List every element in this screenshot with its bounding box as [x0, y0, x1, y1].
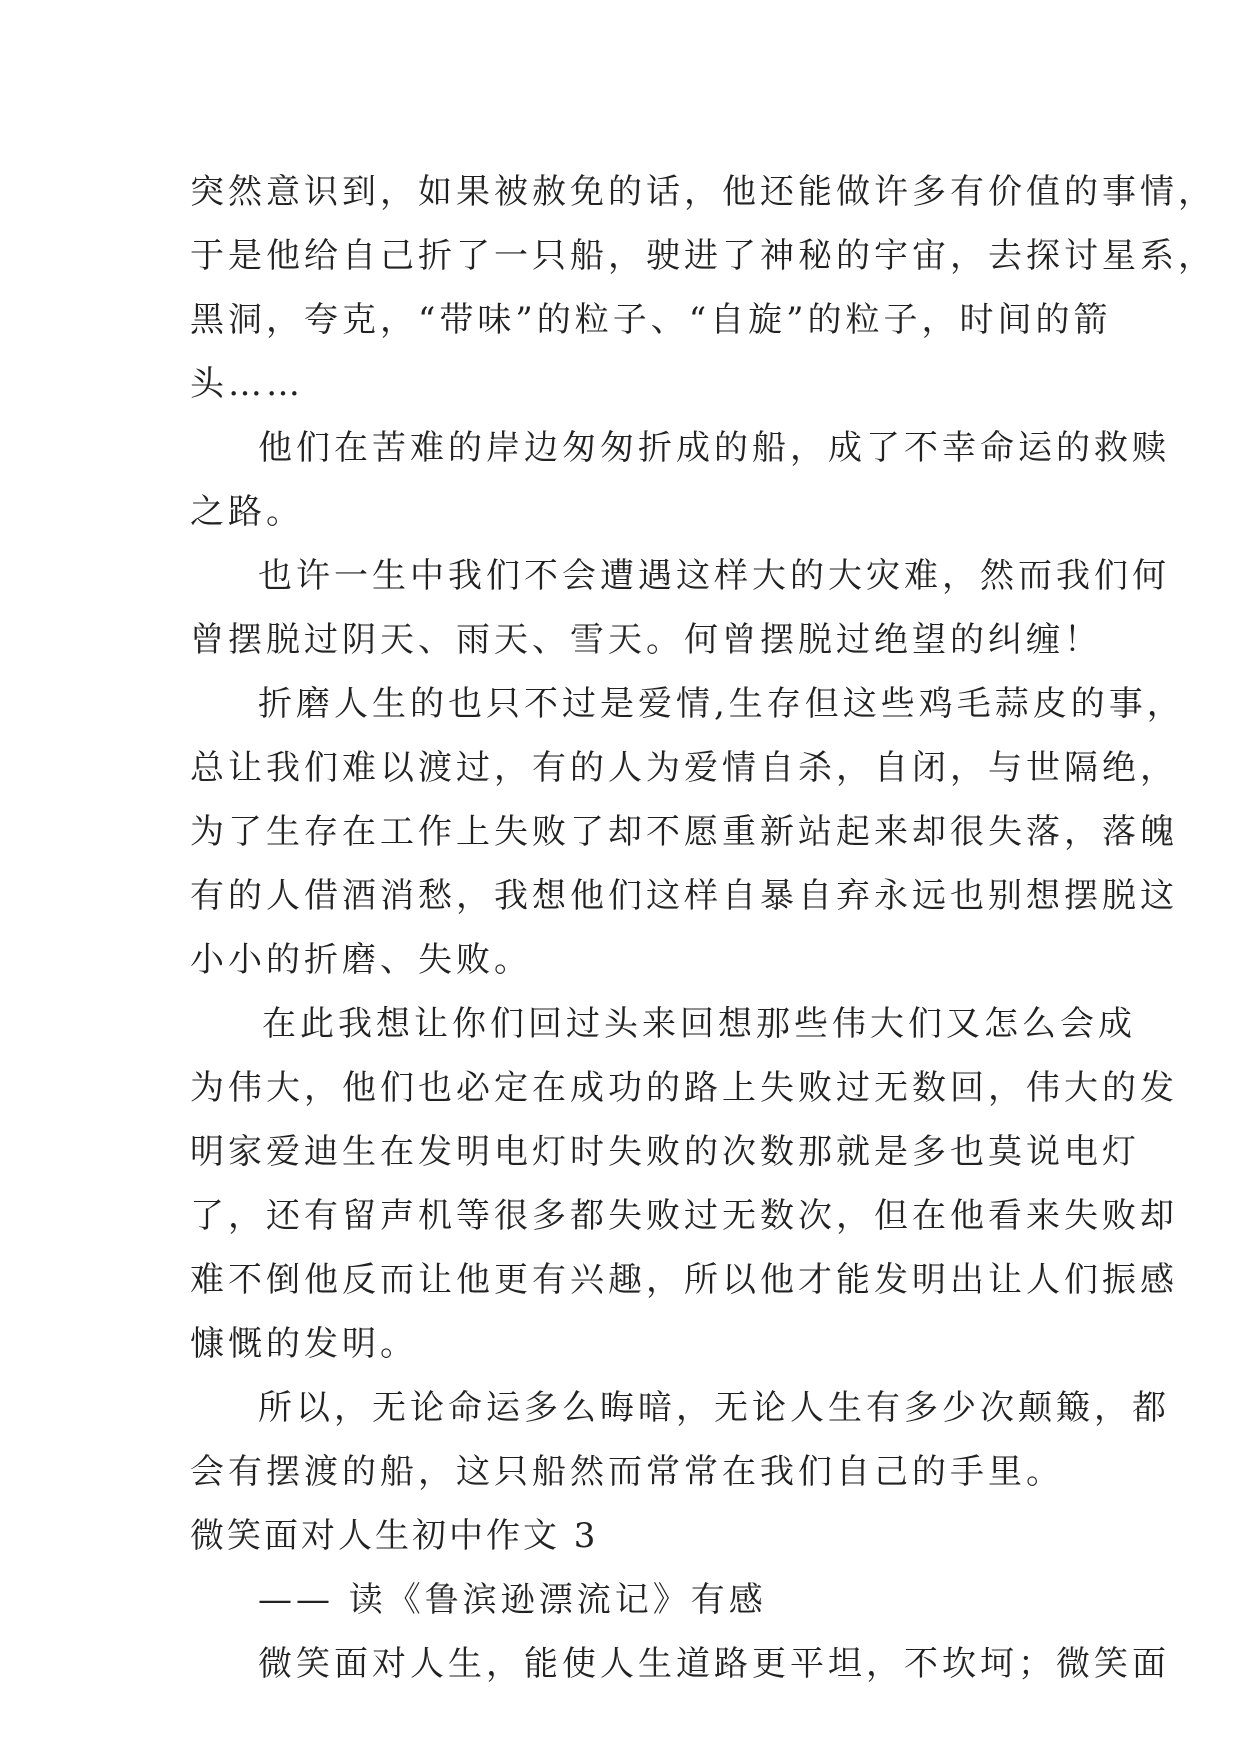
text-line: 于是他给自己折了一只船，驶进了神秘的宇宙，去探讨星系，	[190, 236, 1216, 276]
text-line: 明家爱迪生在发明电灯时失败的次数那就是多也莫说电灯	[190, 1132, 1140, 1172]
paragraph-start-line: 微笑面对人生，能使人生道路更平坦，不坎坷；微笑面	[258, 1644, 1170, 1684]
paragraph-start-line: 他们在苦难的岸边匆匆折成的船，成了不幸命运的救赎	[258, 428, 1170, 468]
text-line: 有的人借酒消愁，我想他们这样自暴自弃永远也别想摆脱这	[190, 876, 1178, 916]
text-line: 黑洞，夸克，“带味”的粒子、“自旋”的粒子，时间的箭	[190, 300, 1112, 340]
paragraph-start-line: 也许一生中我们不会遭遇这样大的大灾难，然而我们何	[258, 556, 1170, 596]
text-line: 头……	[190, 364, 304, 404]
text-line: 曾摆脱过阴天、雨天、雪天。何曾摆脱过绝望的纠缠！	[190, 620, 1102, 660]
paragraph-start-line: 折磨人生的也只不过是爱情,生存但这些鸡毛蒜皮的事，	[258, 684, 1185, 724]
text-line: 会有摆渡的船，这只船然而常常在我们自己的手里。	[190, 1452, 1064, 1492]
text-line: 了，还有留声机等很多都失败过无数次，但在他看来失败却	[190, 1196, 1178, 1236]
text-line: 慷慨的发明。	[190, 1324, 418, 1364]
text-line: 小小的折磨、失败。	[190, 940, 532, 980]
text-line: 总让我们难以渡过，有的人为爱情自杀，自闭，与世隔绝，	[190, 748, 1178, 788]
text-line: 难不倒他反而让他更有兴趣，所以他才能发明出让人们振感	[190, 1260, 1178, 1300]
paragraph-start-line: 在此我想让你们回过头来回想那些伟大们又怎么会成	[262, 1004, 1136, 1044]
text-line: 为伟大，他们也必定在成功的路上失败过无数回，伟大的发	[190, 1068, 1178, 1108]
document-page	[190, 160, 1216, 1696]
text-line: 为了生存在工作上失败了却不愿重新站起来却很失落，落魄	[190, 812, 1178, 852]
essay-title: 微笑面对人生初中作文 3	[190, 1516, 599, 1556]
text-line: 之路。	[190, 492, 304, 532]
essay-subtitle: —— 读《鲁滨逊漂流记》有感	[258, 1580, 767, 1620]
paragraph-start-line: 所以，无论命运多么晦暗，无论人生有多少次颠簸，都	[258, 1388, 1170, 1428]
text-line: 突然意识到，如果被赦免的话，他还能做许多有价值的事情，	[190, 172, 1216, 212]
